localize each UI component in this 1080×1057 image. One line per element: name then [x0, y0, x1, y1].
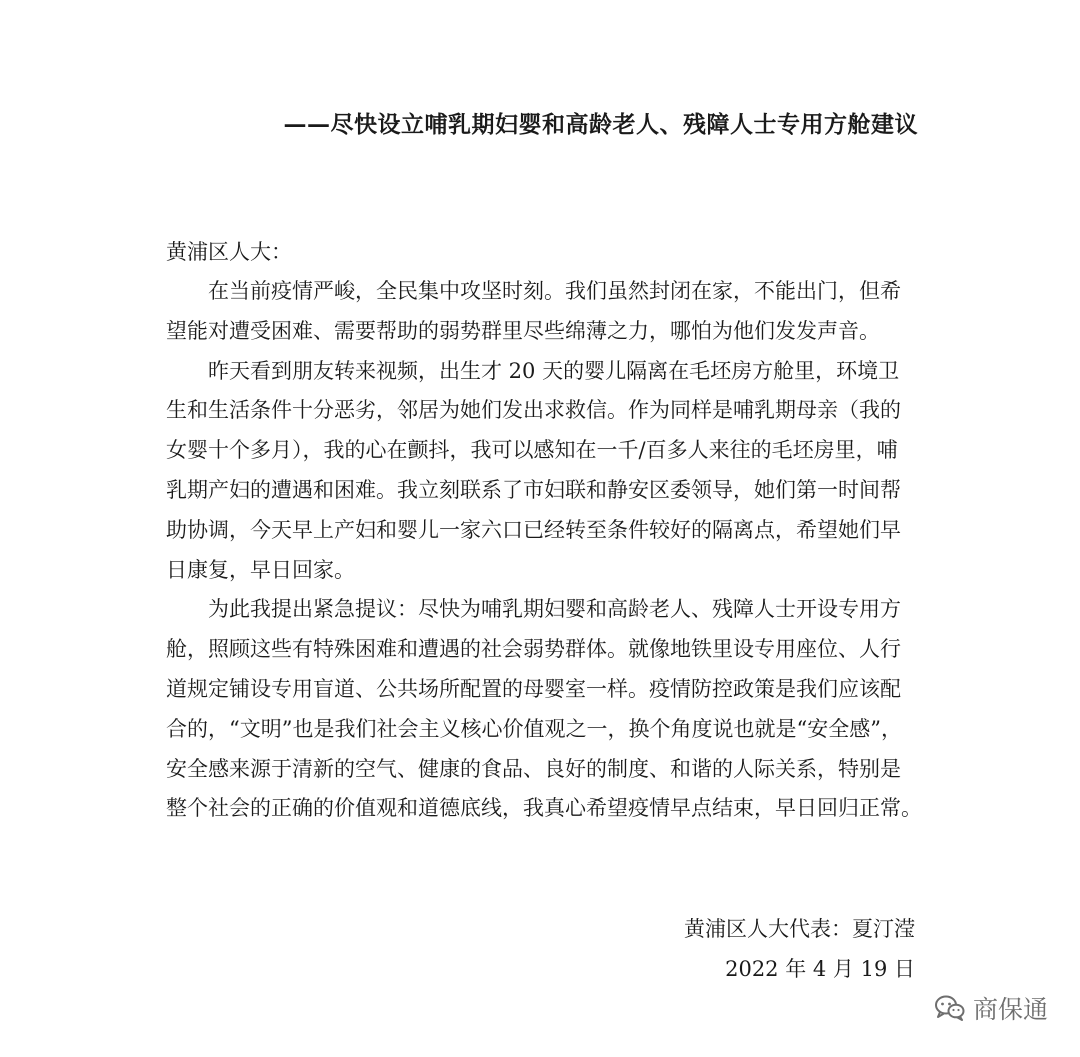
watermark — [935, 990, 1048, 1026]
paragraph-line: 日康复，早日回家。 — [166, 557, 355, 582]
paragraph-line: 合的，“文明”也是我们社会主义核心价值观之一，换个角度说也就是“安全感”， — [166, 716, 902, 741]
wechat-icon — [935, 995, 965, 1021]
signature-date: 2022 年 4 月 19 日 — [725, 957, 915, 981]
salutation: 黄浦区人大： — [166, 240, 292, 264]
document-subtitle: ——尽快设立哺乳期妇婴和高龄老人、残障人士专用方舱建议 — [283, 111, 918, 138]
paragraph-line: 在当前疫情严峻，全民集中攻坚时刻。我们虽然封闭在家，不能出门，但希 — [208, 279, 901, 303]
letter-body — [166, 238, 922, 834]
paragraph-line: 为此我提出紧急提议：尽快为哺乳期妇婴和高龄老人、残障人士开设专用方 — [208, 597, 901, 622]
paragraph — [166, 277, 916, 357]
paragraph-line: 女婴十个多月），我的心在颤抖，我可以感知在一千/百多人来往的毛坯房里，哺 — [166, 438, 898, 463]
paragraph-line: 安全感来源于清新的空气、健康的食品、良好的制度、和谐的人际关系，特别是 — [166, 756, 901, 781]
paragraph — [166, 357, 916, 596]
paragraph-line: 道规定铺设专用盲道、公共场所配置的母婴室一样。疫情防控政策是我们应该配 — [166, 676, 901, 701]
paragraph — [166, 595, 922, 834]
paragraph-line: 舱，照顾这些有特殊困难和遭遇的社会弱势群体。就像地铁里设专用座位、人行 — [166, 637, 901, 662]
paragraph-line: 望能对遭受困难、需要帮助的弱势群里尽些绵薄之力，哪怕为他们发发声音。 — [166, 318, 880, 343]
paragraph-line: 生和生活条件十分恶劣，邻居为她们发出求救信。作为同样是哺乳期母亲（我的 — [166, 398, 901, 423]
signature-block — [684, 915, 915, 995]
signature-author: 黄浦区人大代表：夏汀滢 — [684, 917, 915, 941]
paragraph-line: 整个社会的正确的价值观和道德底线，我真心希望疫情早点结束，早日回归正常。 — [166, 796, 922, 821]
paragraph-line: 乳期产妇的遭遇和困难。我立刻联系了市妇联和静安区委领导，她们第一时间帮 — [166, 477, 901, 502]
paragraph-line: 助协调，今天早上产妇和婴儿一家六口已经转至条件较好的隔离点，希望她们早 — [166, 517, 901, 542]
paragraph-line: 昨天看到朋友转来视频，出生才 20 天的婴儿隔离在毛坯房方舱里，环境卫 — [208, 358, 900, 383]
watermark-text: 商保通 — [972, 995, 1048, 1024]
